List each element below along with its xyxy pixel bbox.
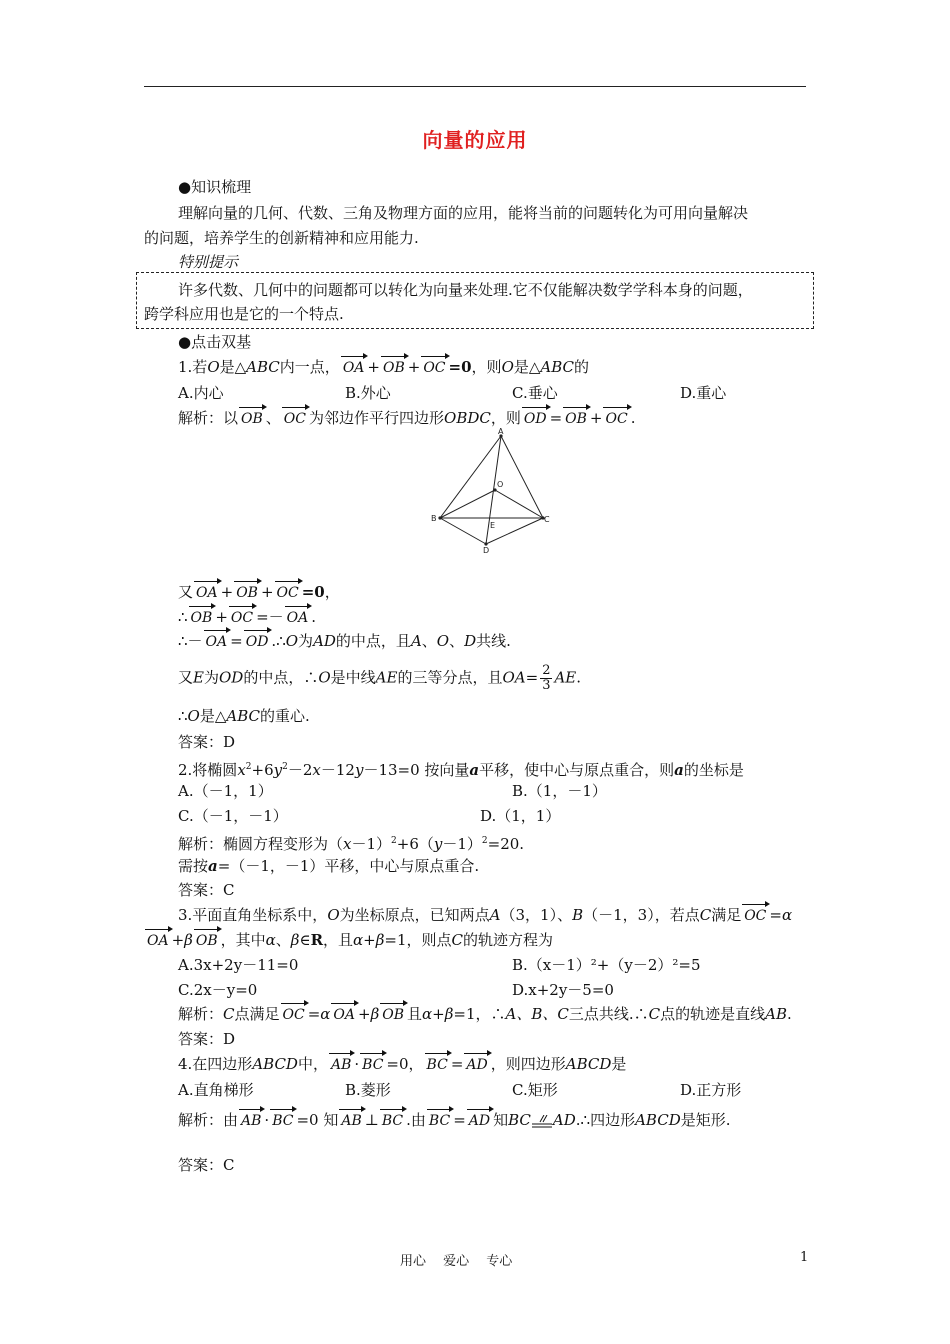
knowledge-line-2: 的问题，培养学生的创新精神和应用能力. — [144, 229, 419, 247]
q2-answer: 答案：C — [178, 881, 235, 899]
q2-option-b: B.（1，－1） — [512, 782, 607, 800]
section-heading-basics: ●点击双基 — [178, 333, 252, 351]
q1-solution-1: 解析：以 OB 、 OC 为邻边作平行四边形OBDC，则 OD = OB + OC . — [178, 409, 636, 427]
section-heading-knowledge: ●知识梳理 — [178, 178, 252, 196]
q1-solution-4: ∴－ OA = OD .∴O为AD的中点，且A、O、D共线. — [178, 632, 511, 650]
figure-label-b: B — [431, 514, 437, 523]
q2-stem: 2.将椭圆$x^2+6y^2-2x-12y-13=0$ 按向量a平移，使中心与原点重合，则a的坐标是 — [178, 761, 744, 779]
q2-option-c: C.（－1，－1） — [178, 807, 288, 825]
q1-solution-6: ∴O是△ABC的重心. — [178, 707, 310, 725]
q2-option-a: A.（－1，1） — [178, 782, 273, 800]
footer-motto: 用心 爱心 专心 — [400, 1254, 513, 1269]
q1-option-a: A.内心 — [178, 384, 224, 402]
figure-label-o: O — [497, 480, 504, 489]
figure-label-d: D — [483, 546, 490, 555]
q1-option-b: B.外心 — [345, 384, 391, 402]
q2-option-d: D.（1，1） — [480, 807, 561, 825]
q3-option-c: C.2x－y=0 — [178, 981, 258, 999]
q1-solution-2: 又 OA + OB + OC =0， — [178, 583, 340, 601]
q3-option-a: A.3x+2y－11=0 — [178, 956, 299, 974]
q3-solution: 解析：C点满足 OC =α OA +β OB 且α+β=1，∴A、B、C三点共线.∴C点的轨迹是直线AB. — [178, 1005, 792, 1023]
knowledge-line-1: 理解向量的几何、代数、三角及物理方面的应用，能将当前的问题转化为可用向量解决 — [178, 204, 749, 222]
parallel-equal-symbol — [531, 1114, 553, 1128]
q1-option-c: C.垂心 — [512, 384, 558, 402]
fraction-two-thirds: $\frac{2}{3}$ — [542, 663, 551, 693]
tip-line-1: 许多代数、几何中的问题都可以转化为向量来处理.它不仅能解决数学学科本身的问题， — [178, 281, 753, 299]
tip-line-2: 跨学科应用也是它的一个特点. — [144, 305, 344, 323]
q1-solution-5: 又E为OD的中点，∴O是中线AE的三等分点，且OA= $\frac{2}{3}$ AE. — [178, 663, 582, 693]
q4-option-d: D.正方形 — [680, 1081, 742, 1099]
tip-label: 特别提示 — [178, 253, 239, 271]
q4-solution: 解析：由 AB · BC =0 知 AB ⊥ BC .由 BC = AD 知BC AD.∴四边形ABCD是矩形. — [178, 1111, 731, 1129]
q1-answer: 答案：D — [178, 733, 236, 751]
vector-ob: OB — [382, 360, 405, 376]
q3-stem-2: OA +β OB ，其中α、β∈R，且α+β=1，则点C的轨迹方程为 — [147, 931, 554, 949]
q3-option-d: D.x+2y－5=0 — [512, 981, 614, 999]
q4-option-b: B.菱形 — [345, 1081, 391, 1099]
q2-solution-1: 解析：椭圆方程变形为$(x-1)^2+6(y-1)^2=20$. — [178, 835, 525, 853]
figure-label-a: A — [498, 427, 504, 436]
q1-stem: 1.若O是△ABC内一点， OA + OB + OC =0，则O是△ABC的 — [178, 358, 590, 376]
q2-solution-2: 需按a=（－1，－1）平移，中心与原点重合. — [178, 857, 480, 875]
triangle-figure — [426, 426, 556, 558]
q4-stem: 4.在四边形ABCD中， AB · BC =0， BC = AD ，则四边形ABCD是 — [178, 1055, 627, 1073]
q1-option-d: D.重心 — [680, 384, 727, 402]
q3-answer: 答案：D — [178, 1030, 236, 1048]
q3-stem-1: 3.平面直角坐标系中，O为坐标原点，已知两点A（3，1）、B（－1，3），若点C满足 OC =α — [178, 906, 793, 924]
q4-option-c: C.矩形 — [512, 1081, 558, 1099]
vector-oa: OA — [342, 360, 365, 376]
vector-oc: OC — [423, 360, 446, 376]
header-rule — [144, 86, 806, 87]
q4-answer: 答案：C — [178, 1156, 235, 1174]
page-number: 1 — [800, 1250, 809, 1265]
q1-solution-3: ∴ OB + OC =－ OA . — [178, 608, 317, 626]
figure-label-e: E — [490, 521, 496, 530]
figure-label-c: C — [544, 515, 550, 524]
q4-option-a: A.直角梯形 — [178, 1081, 254, 1099]
q3-option-b: B.（x－1）²+（y－2）²=5 — [512, 956, 701, 974]
page-title: 向量的应用 — [422, 128, 528, 152]
